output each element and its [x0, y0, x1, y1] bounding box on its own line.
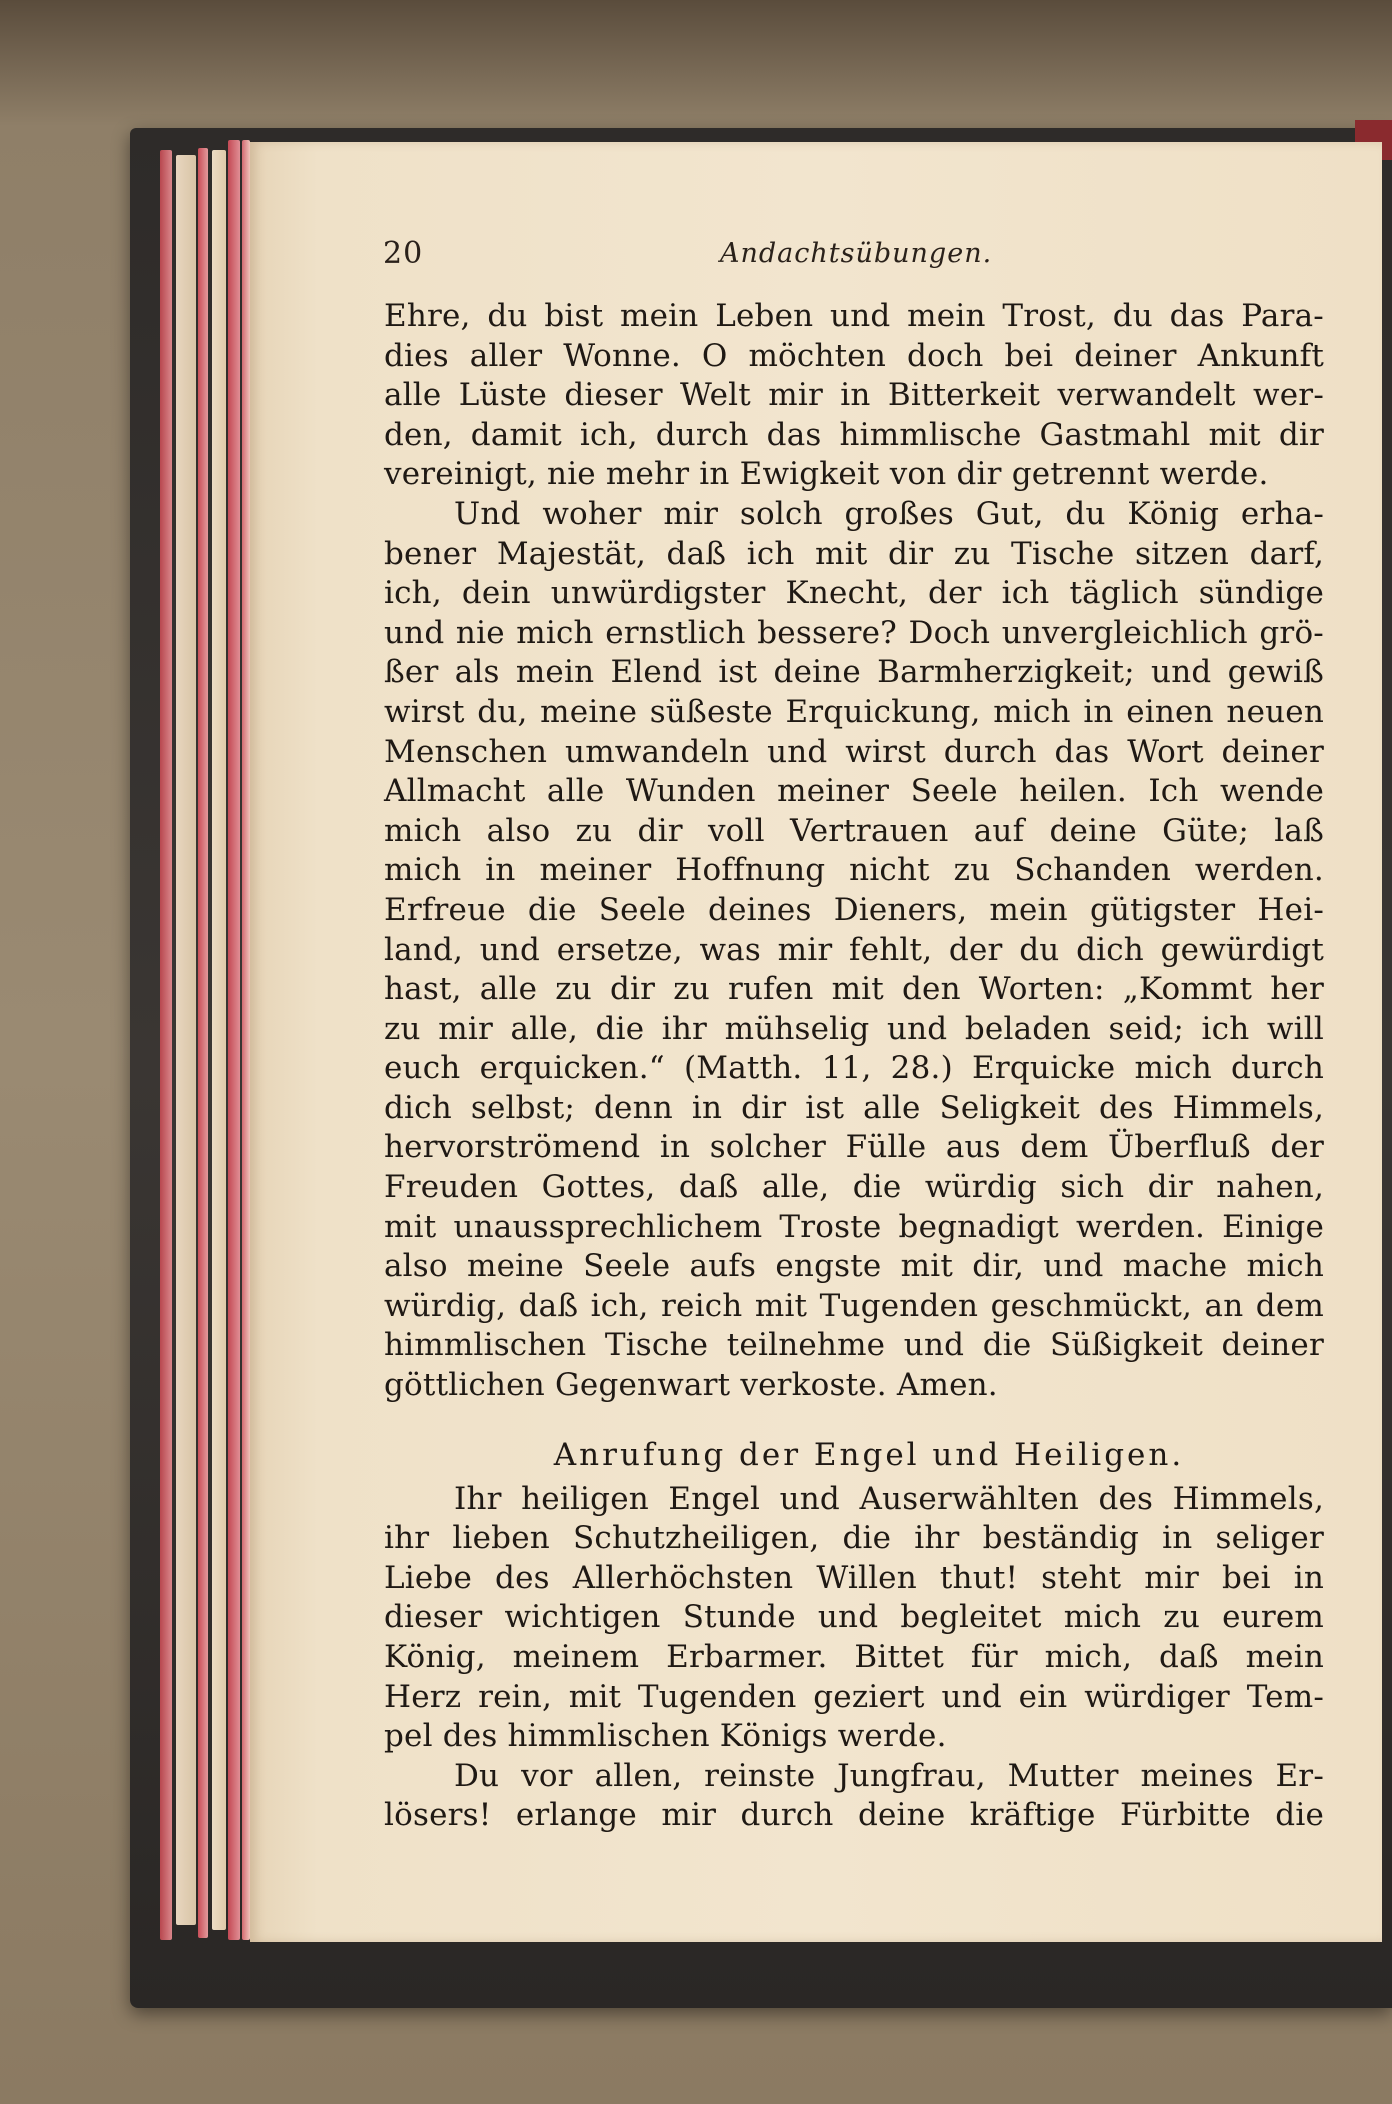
paragraph-2	[384, 495, 1324, 1406]
running-head: Andachtsübungen.	[720, 238, 993, 269]
text-line: vereinigt, nie mehr in Ewigkeit von dir getrennt werde.	[384, 456, 1269, 493]
page-edge	[212, 150, 226, 1930]
text-line: Du vor allen, reinste Jungfrau, Mutter meines Er-	[454, 1757, 1324, 1794]
text-line: hervorströmend in solcher Fülle aus dem Überfluß der	[384, 1129, 1324, 1166]
text-line: würdig, daß ich, reich mit Tugenden geschmückt, an dem	[384, 1287, 1324, 1324]
text-line: König, meinem Erbarmer. Bittet für mich, daß mein	[384, 1639, 1324, 1675]
text-line: ßer als mein Elend ist deine Barmherzigkeit; und gewiß	[384, 654, 1324, 691]
text-line: Liebe des Allerhöchsten Willen thut! steht mir bei in	[384, 1559, 1324, 1596]
text-line: Und woher mir solch großes Gut, du König erha-	[454, 495, 1324, 532]
page-edge	[176, 155, 196, 1925]
text-line: wirst du, meine süßeste Erquickung, mich in einen neuen	[384, 693, 1324, 730]
text-line: dies aller Wonne. O möchten doch bei deiner Ankunft	[384, 337, 1324, 374]
text-line: dieser wichtigen Stunde und begleitet mich zu eurem	[384, 1599, 1324, 1636]
page-edge	[242, 140, 250, 1940]
text-line: Ehre, du bist mein Leben und mein Trost, du das Para-	[384, 298, 1324, 334]
text-line: Allmacht alle Wunden meiner Seele heilen. Ich wende	[384, 773, 1324, 810]
text-line: dich selbst; denn in dir ist alle Seligkeit des Himmels,	[384, 1089, 1324, 1126]
text-line: Herz rein, mit Tugenden geziert und ein würdiger Tem-	[384, 1678, 1324, 1715]
page-header	[250, 234, 1382, 274]
text-line: mich in meiner Hoffnung nicht zu Schanden werden.	[384, 852, 1324, 889]
page-edge	[228, 140, 240, 1940]
text-line: mit unaussprechlichem Troste begnadigt werden. Einige	[384, 1208, 1324, 1245]
page-edge	[160, 150, 172, 1940]
text-line: ihr lieben Schutzheiligen, die ihr beständig in seliger	[384, 1520, 1324, 1557]
text-line: euch erquicken.“ (Matth. 11, 28.) Erquicke mich durch	[384, 1050, 1324, 1087]
text-line: himmlischen Tische teilnehme und die Süßigkeit deiner	[384, 1327, 1324, 1364]
text-line: göttlichen Gegenwart verkoste. Amen.	[384, 1367, 998, 1404]
text-line: lösers! erlange mir durch deine kräftige Fürbitte die	[384, 1797, 1324, 1834]
text-line: mich also zu dir voll Vertrauen auf deine Güte; laß	[384, 812, 1324, 849]
text-line: land, und ersetze, was mir fehlt, der du dich gewürdigt	[384, 931, 1324, 968]
paragraph-4	[384, 1757, 1324, 1836]
book-page	[250, 142, 1382, 1942]
text-line: Ihr heiligen Engel und Auserwählten des Himmels,	[454, 1480, 1324, 1517]
text-line: Erfreue die Seele deines Dieners, mein gütigster Hei-	[384, 891, 1324, 928]
text-line: hast, alle zu dir zu rufen mit den Worten: „Kommt her	[384, 971, 1324, 1008]
paragraph-1	[384, 297, 1324, 495]
text-line: Freuden Gottes, daß alle, die würdig sich dir nahen,	[384, 1169, 1324, 1206]
text-line: also meine Seele aufs engste mit dir, und mache mich	[384, 1248, 1324, 1285]
text-line: ich, dein unwürdigster Knecht, der ich täglich sündige	[384, 575, 1324, 612]
text-line: den, damit ich, durch das himmlische Gastmahl mit dir	[384, 416, 1324, 453]
body-text	[384, 297, 1324, 1836]
section-heading: Anrufung der Engel und Heiligen.	[553, 1436, 1185, 1473]
text-line: pel des himmlischen Königs werde.	[384, 1718, 947, 1755]
page-edge	[198, 148, 208, 1938]
text-line: bener Majestät, daß ich mit dir zu Tische sitzen darf,	[384, 535, 1324, 572]
page-number: 20	[383, 236, 424, 271]
text-line: und nie mich ernstlich bessere? Doch unvergleichlich grö-	[384, 614, 1324, 651]
text-line: alle Lüste dieser Welt mir in Bitterkeit verwandelt wer-	[384, 377, 1324, 414]
paragraph-3	[384, 1480, 1324, 1757]
text-line: Menschen umwandeln und wirst durch das Wort deiner	[384, 733, 1324, 770]
text-line: zu mir alle, die ihr mühselig und beladen seid; ich will	[384, 1010, 1324, 1047]
